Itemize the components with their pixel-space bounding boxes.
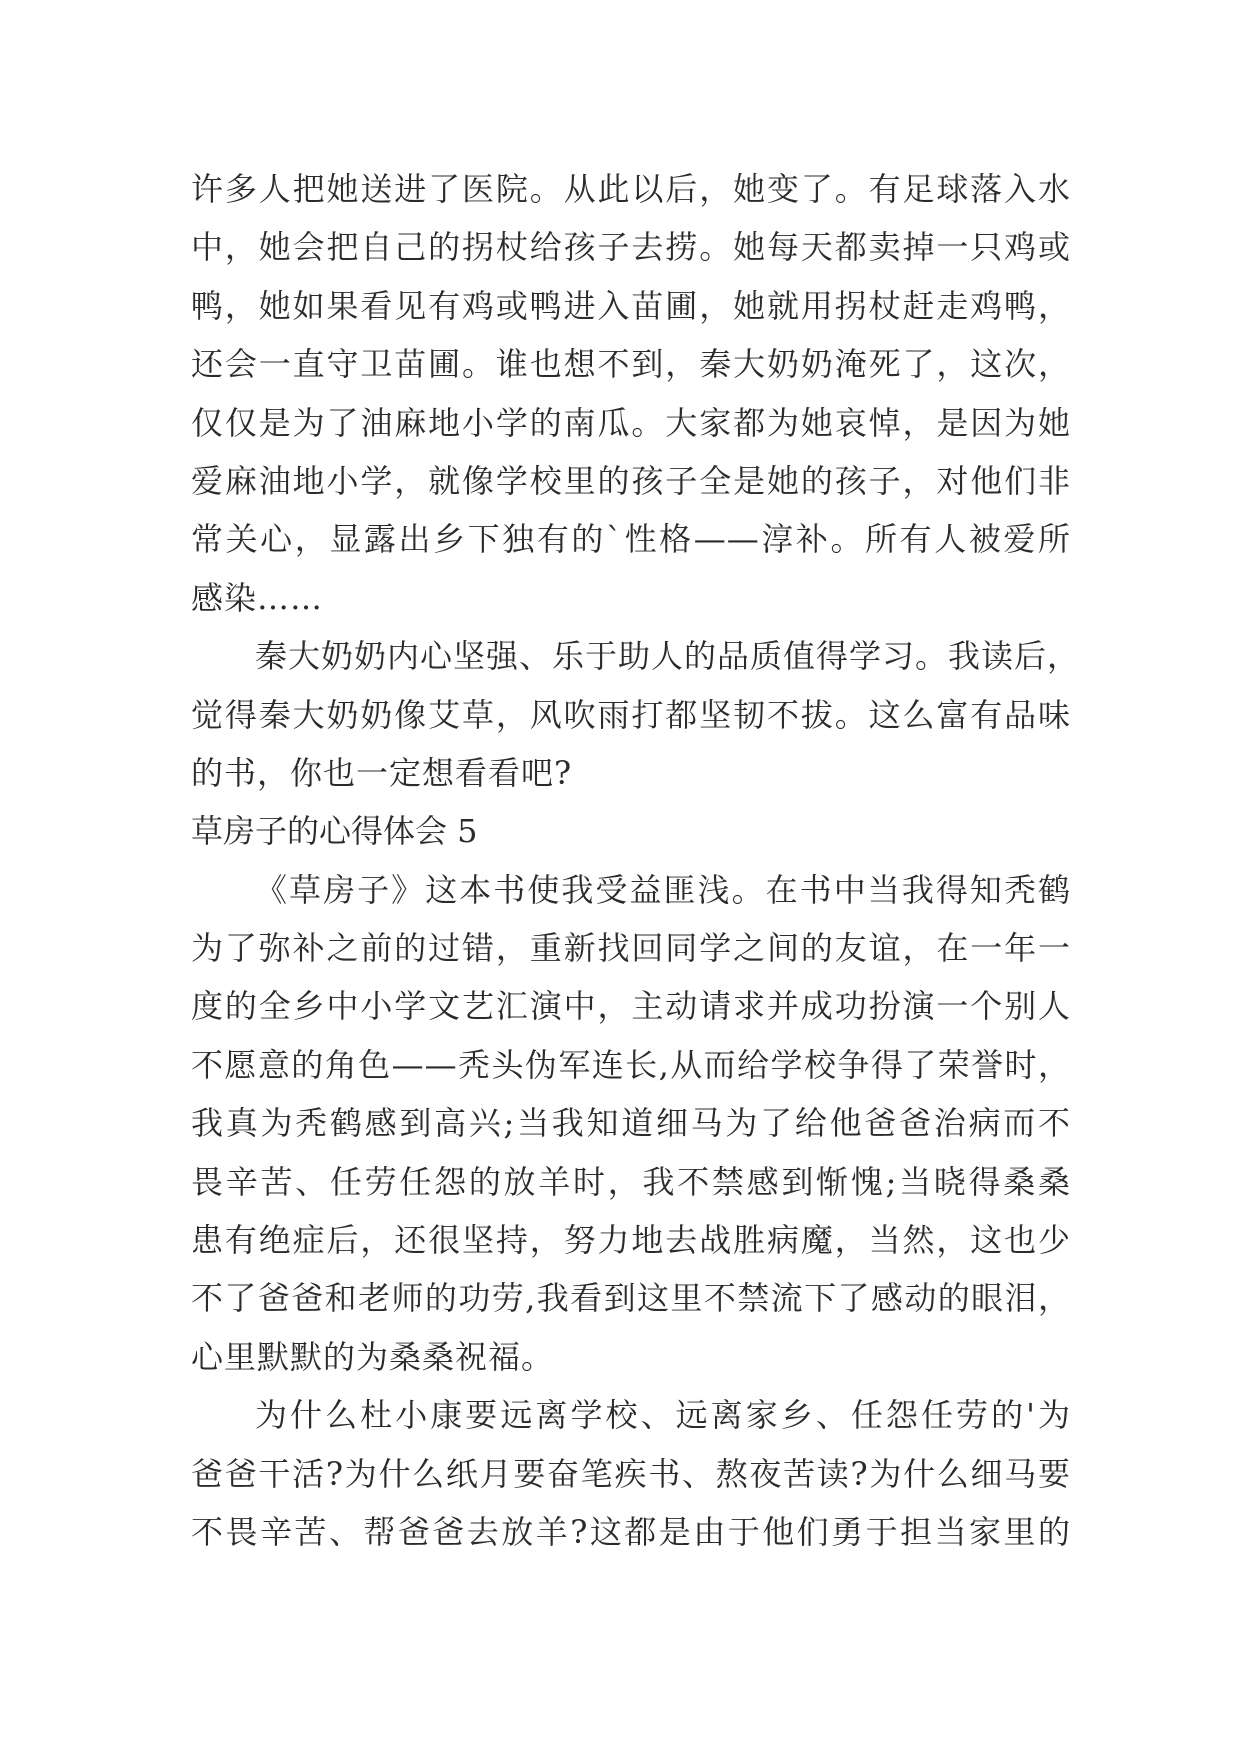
text-line: 的书，你也一定想看看吧? <box>191 753 573 792</box>
text-line: 觉得秦大奶奶像艾草，风吹雨打都坚韧不拔。这么富有品味 <box>191 695 1071 734</box>
paragraph-first-line: 秦大奶奶内心坚强、乐于助人的品质值得学习。我读后， <box>255 637 1081 676</box>
text-line: 不愿意的角色——秃头伪军连长,从而给学校争得了荣誉时， <box>191 1045 1071 1084</box>
text-line: 爱麻油地小学，就像学校里的孩子全是她的孩子，对他们非 <box>191 461 1071 500</box>
text-line: 许多人把她送进了医院。从此以后，她变了。有足球落入水 <box>191 170 1071 208</box>
text-line: 爸爸干活?为什么纸月要奋笔疾书、熬夜苦读?为什么细马要 <box>191 1454 1071 1493</box>
text-line: 常关心，显露出乡下独有的`性格——淳补。所有人被爱所 <box>191 520 1071 559</box>
text-line: 度的全乡中小学文艺汇演中，主动请求并成功扮演一个别人 <box>191 987 1071 1026</box>
text-line: 鸭，她如果看见有鸡或鸭进入苗圃，她就用拐杖赶走鸡鸭， <box>191 286 1071 325</box>
text-line: 不畏辛苦、帮爸爸去放羊?这都是由于他们勇于担当家里的 <box>191 1512 1071 1551</box>
document-body <box>191 160 1081 1561</box>
section-heading: 草房子的心得体会 5 <box>191 812 478 851</box>
paragraph-first-line: 《草房子》这本书使我受益匪浅。在书中当我得知秃鹤 <box>255 870 1071 909</box>
text-line: 中，她会把自己的拐杖给孩子去捞。她每天都卖掉一只鸡或 <box>191 228 1071 267</box>
text-line: 不了爸爸和老师的功劳,我看到这里不禁流下了感动的眼泪， <box>191 1279 1071 1318</box>
text-line: 患有绝症后，还很坚持，努力地去战胜病魔，当然，这也少 <box>191 1221 1071 1260</box>
text-line: 为了弥补之前的过错，重新找回同学之间的友谊，在一年一 <box>191 929 1071 968</box>
text-line: 仅仅是为了油麻地小学的南瓜。大家都为她哀悼，是因为她 <box>191 403 1071 442</box>
paragraph-first-line: 为什么杜小康要远离学校、远离家乡、任怨任劳的'为 <box>255 1396 1071 1435</box>
text-line: 我真为秃鹤感到高兴;当我知道细马为了给他爸爸治病而不 <box>191 1104 1071 1143</box>
text-line: 心里默默的为桑桑祝福。 <box>191 1337 555 1376</box>
text-line: 还会一直守卫苗圃。谁也想不到，秦大奶奶淹死了，这次， <box>191 345 1071 384</box>
text-line: 畏辛苦、任劳任怨的放羊时，我不禁感到惭愧;当晓得桑桑 <box>191 1162 1071 1201</box>
text-line: 感染…… <box>191 578 324 617</box>
